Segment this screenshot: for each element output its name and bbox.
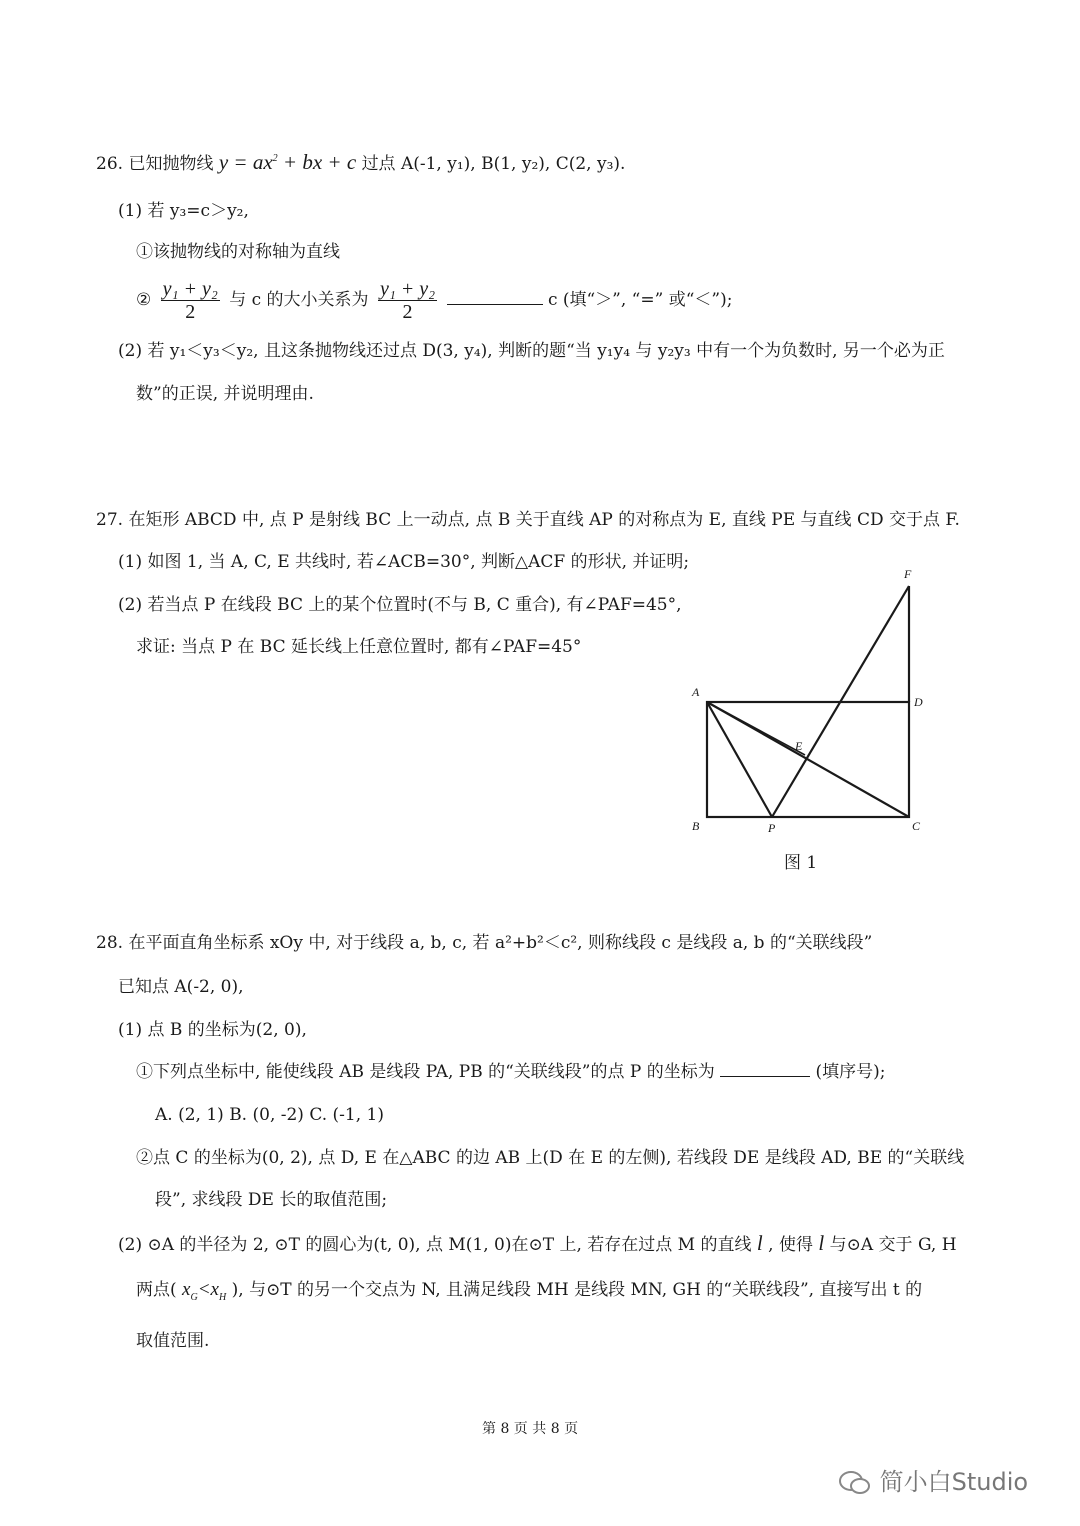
label-b: B <box>692 819 700 833</box>
label-f: F <box>904 567 912 581</box>
q28-part2-line1: (2) ⊙A 的半径为 2, ⊙T 的圆心为(t, 0), 点 M(1, 0)在⊙T 上, 若存在过点 M 的直线 l , 使得 l 与⊙A 交于 G, H <box>118 1231 957 1255</box>
q27-part2: (2) 若当点 P 在线段 BC 上的某个位置时(不与 B, C 重合), 有∠PAF=45°, <box>118 595 682 615</box>
q28-part2-line3: 取值范围. <box>136 1331 210 1351</box>
fraction: $\frac{\text{y₁ + y₂}}{2}$ <box>379 278 436 323</box>
figure-caption: 图 1 <box>784 853 818 873</box>
q28-part1-a: ①下列点坐标中, 能使线段 AB 是线段 PA, PB 的“关联线段”的点 P 的坐标为 (填序号); <box>136 1062 886 1082</box>
q28-given: 已知点 A(-2, 0), <box>118 977 244 997</box>
q26-stem: 26. 已知抛物线 $y = ax^2$ + bx + c 过点 A(-1, y₁), B(1, y₂), C(2, y₃). <box>96 150 626 174</box>
page-footer: 第 8 页 共 8 页 <box>482 1421 579 1437</box>
parabola-equation: $y = ax^2$ + bx + c <box>218 150 357 174</box>
label-e: E <box>795 739 803 753</box>
q27-part2-proof: 求证: 当点 P 在 BC 延长线上任意位置时, 都有∠PAF=45° <box>136 637 582 657</box>
q26-part1-b: ② $\frac{\text{y₁ + y₂}}{2}$ 与 c 的大小关系为 $\frac{\text{y₁ + y₂}}{2}$ c (填“＞”, “=” 或“＜”); <box>136 278 733 323</box>
inequality-xg-xh: $x_G<x_H$ <box>182 1279 227 1303</box>
label-d: D <box>914 695 923 709</box>
q26-part1-condition: (1) 若 y₃=c＞y₂, <box>118 201 249 221</box>
q28-part1: (1) 点 B 的坐标为(2, 0), <box>118 1020 307 1040</box>
q28-part1-b-line1: ②点 C 的坐标为(0, 2), 点 D, E 在△ABC 的边 AB 上(D 在 E 的左侧), 若线段 DE 是线段 AD, BE 的“关联线 <box>136 1148 965 1168</box>
q28-part2-line2: 两点( $x_G<x_H$ ), 与⊙T 的另一个交点为 N, 且满足线段 MH 是线段 MN, GH 的“关联线段”, 直接写出 t 的 <box>136 1279 923 1303</box>
watermark: 简小白Studio <box>838 1462 1028 1497</box>
q28-options: A. (2, 1) B. (0, -2) C. (-1, 1) <box>155 1105 385 1125</box>
q27-part1: (1) 如图 1, 当 A, C, E 共线时, 若∠ACB=30°, 判断△ACF 的形状, 并证明; <box>118 552 690 572</box>
q27-stem: 27. 在矩形 ABCD 中, 点 P 是射线 BC 上一动点, 点 B 关于直线 AP 的对称点为 E, 直线 PE 与直线 CD 交于点 F. <box>96 510 960 530</box>
answer-blank <box>720 1062 810 1077</box>
label-a: A <box>692 685 700 699</box>
geometry-figure <box>680 562 940 852</box>
wechat-icon <box>838 1470 872 1496</box>
q26-part1-a: ①该抛物线的对称轴为直线 <box>136 242 340 262</box>
q28-stem: 28. 在平面直角坐标系 xOy 中, 对于线段 a, b, c, 若 a²+b²＜c², 则称线段 c 是线段 a, b 的“关联线段” <box>96 933 873 953</box>
fraction: $\frac{\text{y₁ + y₂}}{2}$ <box>162 278 218 323</box>
q26-part2-line1: (2) 若 y₁＜y₃＜y₂, 且这条抛物线还过点 D(3, y₄), 判断的题“当 y₁y₄ 与 y₂y₃ 中有一个为负数时, 另一个必为正 <box>118 341 945 361</box>
label-p: P <box>768 821 776 835</box>
label-c: C <box>912 819 921 833</box>
answer-blank <box>447 290 543 305</box>
q28-part1-b-line2: 段”, 求线段 DE 长的取值范围; <box>155 1190 388 1210</box>
q26-part2-line2: 数”的正误, 并说明理由. <box>136 384 314 404</box>
